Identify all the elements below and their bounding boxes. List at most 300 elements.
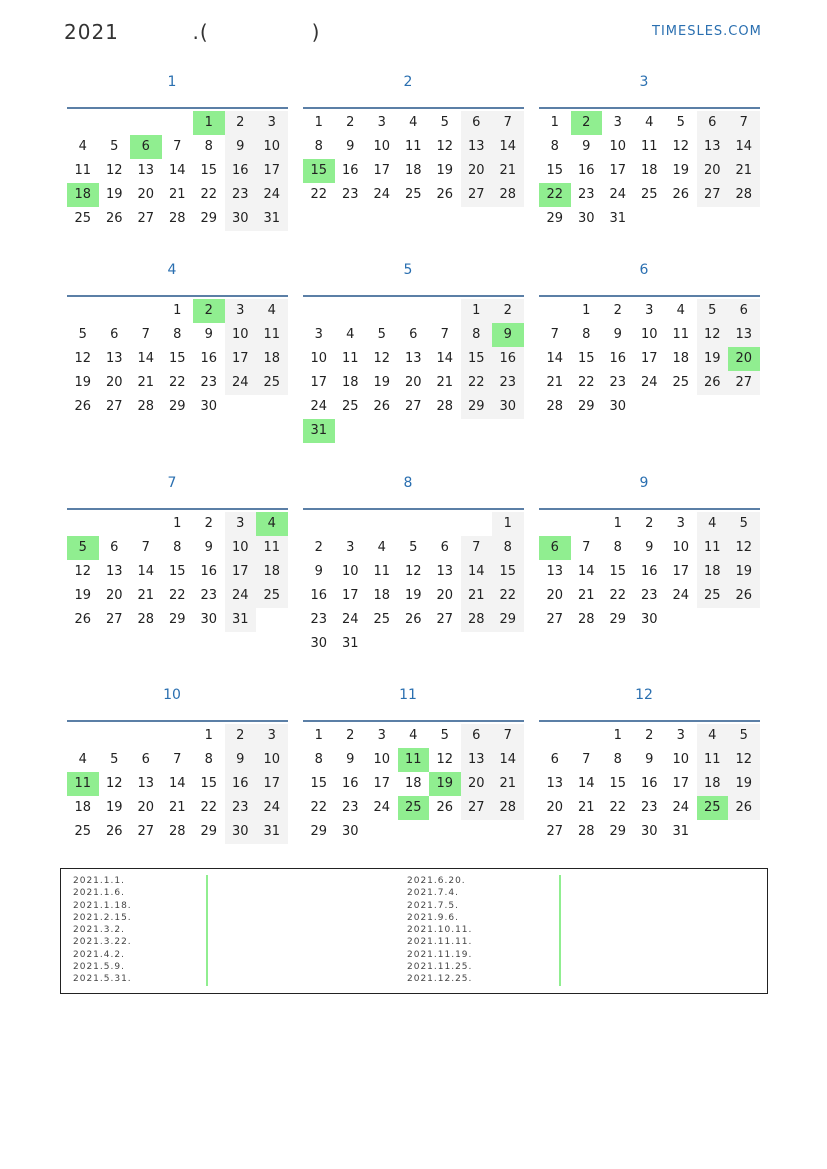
day-cell[interactable]: 29 xyxy=(609,824,627,839)
day-cell[interactable]: 12 xyxy=(404,564,422,579)
day-cell[interactable]: 10 xyxy=(672,540,690,555)
day-cell[interactable]: 12 xyxy=(436,752,454,767)
day-cell[interactable]: 23 xyxy=(640,800,658,815)
day-cell[interactable]: 29 xyxy=(492,608,524,632)
day-cell[interactable]: 22 xyxy=(200,800,218,815)
holiday-day-cell[interactable]: 11 xyxy=(398,748,430,772)
day-cell[interactable]: 3 xyxy=(377,728,386,743)
day-cell[interactable]: 29 xyxy=(609,612,627,627)
day-cell[interactable]: 11 xyxy=(256,536,288,560)
day-cell[interactable]: 24 xyxy=(256,183,288,207)
day-cell[interactable]: 16 xyxy=(225,159,257,183)
day-cell[interactable]: 30 xyxy=(200,399,218,414)
day-cell[interactable]: 13 xyxy=(546,564,564,579)
day-cell[interactable]: 20 xyxy=(436,588,454,603)
day-cell[interactable]: 11 xyxy=(341,351,359,366)
day-cell[interactable]: 17 xyxy=(672,564,690,579)
day-cell[interactable]: 20 xyxy=(137,187,155,202)
day-cell[interactable]: 27 xyxy=(461,183,493,207)
day-cell[interactable]: 24 xyxy=(672,588,690,603)
day-cell[interactable]: 16 xyxy=(577,163,595,178)
day-cell[interactable]: 29 xyxy=(546,211,564,226)
holiday-day-cell[interactable]: 20 xyxy=(728,347,760,371)
day-cell[interactable]: 23 xyxy=(609,375,627,390)
day-cell[interactable]: 23 xyxy=(341,800,359,815)
day-cell[interactable]: 14 xyxy=(461,560,493,584)
day-cell[interactable]: 25 xyxy=(672,375,690,390)
day-cell[interactable]: 1 xyxy=(314,728,323,743)
holiday-day-cell[interactable]: 25 xyxy=(697,796,729,820)
day-cell[interactable]: 24 xyxy=(225,371,257,395)
day-cell[interactable]: 12 xyxy=(728,748,760,772)
day-cell[interactable]: 24 xyxy=(373,187,391,202)
day-cell[interactable]: 28 xyxy=(492,796,524,820)
day-cell[interactable]: 10 xyxy=(310,351,328,366)
day-cell[interactable]: 30 xyxy=(640,612,658,627)
day-cell[interactable]: 8 xyxy=(204,752,213,767)
day-cell[interactable]: 7 xyxy=(492,724,524,748)
day-cell[interactable]: 26 xyxy=(404,612,422,627)
day-cell[interactable]: 14 xyxy=(577,564,595,579)
day-cell[interactable]: 17 xyxy=(341,588,359,603)
day-cell[interactable]: 11 xyxy=(404,139,422,154)
day-cell[interactable]: 16 xyxy=(640,564,658,579)
day-cell[interactable]: 23 xyxy=(640,588,658,603)
day-cell[interactable]: 27 xyxy=(697,183,729,207)
day-cell[interactable]: 20 xyxy=(461,159,493,183)
day-cell[interactable]: 19 xyxy=(436,163,454,178)
day-cell[interactable]: 1 xyxy=(461,299,493,323)
day-cell[interactable]: 29 xyxy=(168,612,186,627)
day-cell[interactable]: 6 xyxy=(728,299,760,323)
day-cell[interactable]: 29 xyxy=(168,399,186,414)
day-cell[interactable]: 23 xyxy=(225,796,257,820)
day-cell[interactable]: 24 xyxy=(341,612,359,627)
day-cell[interactable]: 28 xyxy=(168,211,186,226)
day-cell[interactable]: 30 xyxy=(341,824,359,839)
day-cell[interactable]: 24 xyxy=(373,800,391,815)
day-cell[interactable]: 17 xyxy=(310,375,328,390)
day-cell[interactable]: 1 xyxy=(613,728,622,743)
day-cell[interactable]: 21 xyxy=(436,375,454,390)
day-cell[interactable]: 14 xyxy=(492,748,524,772)
day-cell[interactable]: 5 xyxy=(377,327,386,342)
day-cell[interactable]: 10 xyxy=(256,748,288,772)
day-cell[interactable]: 23 xyxy=(492,371,524,395)
holiday-day-cell[interactable]: 22 xyxy=(539,183,571,207)
day-cell[interactable]: 27 xyxy=(546,612,564,627)
day-cell[interactable]: 24 xyxy=(310,399,328,414)
day-cell[interactable]: 8 xyxy=(204,139,213,154)
brand-logo-text[interactable]: TIMESLES.COM xyxy=(652,24,762,39)
day-cell[interactable]: 25 xyxy=(640,187,658,202)
day-cell[interactable]: 21 xyxy=(577,588,595,603)
day-cell[interactable]: 20 xyxy=(105,588,123,603)
day-cell[interactable]: 28 xyxy=(546,399,564,414)
day-cell[interactable]: 16 xyxy=(225,772,257,796)
day-cell[interactable]: 4 xyxy=(256,299,288,323)
holiday-day-cell[interactable]: 11 xyxy=(67,772,99,796)
day-cell[interactable]: 19 xyxy=(105,187,123,202)
day-cell[interactable]: 6 xyxy=(550,752,559,767)
day-cell[interactable]: 19 xyxy=(105,800,123,815)
day-cell[interactable]: 10 xyxy=(640,327,658,342)
day-cell[interactable]: 13 xyxy=(728,323,760,347)
day-cell[interactable]: 3 xyxy=(314,327,323,342)
day-cell[interactable]: 7 xyxy=(550,327,559,342)
day-cell[interactable]: 2 xyxy=(204,516,213,531)
day-cell[interactable]: 15 xyxy=(168,564,186,579)
day-cell[interactable]: 6 xyxy=(461,111,493,135)
day-cell[interactable]: 4 xyxy=(409,728,418,743)
day-cell[interactable]: 28 xyxy=(461,608,493,632)
day-cell[interactable]: 2 xyxy=(645,728,654,743)
day-cell[interactable]: 7 xyxy=(173,752,182,767)
day-cell[interactable]: 21 xyxy=(492,772,524,796)
day-cell[interactable]: 23 xyxy=(577,187,595,202)
day-cell[interactable]: 7 xyxy=(582,752,591,767)
day-cell[interactable]: 4 xyxy=(697,724,729,748)
day-cell[interactable]: 3 xyxy=(225,299,257,323)
day-cell[interactable]: 9 xyxy=(645,540,654,555)
day-cell[interactable]: 16 xyxy=(640,776,658,791)
day-cell[interactable]: 12 xyxy=(74,564,92,579)
day-cell[interactable]: 24 xyxy=(225,584,257,608)
day-cell[interactable]: 19 xyxy=(728,560,760,584)
day-cell[interactable]: 25 xyxy=(256,584,288,608)
day-cell[interactable]: 24 xyxy=(672,800,690,815)
day-cell[interactable]: 18 xyxy=(373,588,391,603)
day-cell[interactable]: 20 xyxy=(546,588,564,603)
day-cell[interactable]: 22 xyxy=(310,800,328,815)
day-cell[interactable]: 8 xyxy=(314,139,323,154)
day-cell[interactable]: 24 xyxy=(640,375,658,390)
day-cell[interactable]: 23 xyxy=(200,588,218,603)
day-cell[interactable]: 10 xyxy=(225,536,257,560)
day-cell[interactable]: 19 xyxy=(728,772,760,796)
day-cell[interactable]: 31 xyxy=(256,820,288,844)
day-cell[interactable]: 26 xyxy=(105,211,123,226)
day-cell[interactable]: 20 xyxy=(697,159,729,183)
day-cell[interactable]: 12 xyxy=(728,536,760,560)
day-cell[interactable]: 18 xyxy=(697,772,729,796)
day-cell[interactable]: 28 xyxy=(137,612,155,627)
day-cell[interactable]: 15 xyxy=(577,351,595,366)
day-cell[interactable]: 3 xyxy=(676,728,685,743)
day-cell[interactable]: 17 xyxy=(256,159,288,183)
day-cell[interactable]: 9 xyxy=(225,748,257,772)
day-cell[interactable]: 2 xyxy=(314,540,323,555)
day-cell[interactable]: 8 xyxy=(613,540,622,555)
day-cell[interactable]: 21 xyxy=(461,584,493,608)
day-cell[interactable]: 23 xyxy=(341,187,359,202)
day-cell[interactable]: 2 xyxy=(346,115,355,130)
day-cell[interactable]: 5 xyxy=(440,728,449,743)
holiday-day-cell[interactable]: 6 xyxy=(130,135,162,159)
day-cell[interactable]: 25 xyxy=(341,399,359,414)
day-cell[interactable]: 7 xyxy=(141,327,150,342)
day-cell[interactable]: 4 xyxy=(697,512,729,536)
day-cell[interactable]: 22 xyxy=(168,588,186,603)
day-cell[interactable]: 1 xyxy=(173,303,182,318)
day-cell[interactable]: 5 xyxy=(728,512,760,536)
day-cell[interactable]: 30 xyxy=(577,211,595,226)
day-cell[interactable]: 15 xyxy=(609,564,627,579)
day-cell[interactable]: 13 xyxy=(436,564,454,579)
day-cell[interactable]: 1 xyxy=(204,728,213,743)
day-cell[interactable]: 27 xyxy=(137,211,155,226)
day-cell[interactable]: 17 xyxy=(373,163,391,178)
day-cell[interactable]: 7 xyxy=(173,139,182,154)
day-cell[interactable]: 3 xyxy=(645,303,654,318)
day-cell[interactable]: 24 xyxy=(609,187,627,202)
day-cell[interactable]: 7 xyxy=(440,327,449,342)
day-cell[interactable]: 10 xyxy=(341,564,359,579)
day-cell[interactable]: 21 xyxy=(546,375,564,390)
day-cell[interactable]: 27 xyxy=(436,612,454,627)
day-cell[interactable]: 14 xyxy=(168,163,186,178)
day-cell[interactable]: 5 xyxy=(409,540,418,555)
day-cell[interactable]: 26 xyxy=(373,399,391,414)
day-cell[interactable]: 20 xyxy=(404,375,422,390)
day-cell[interactable]: 8 xyxy=(582,327,591,342)
day-cell[interactable]: 7 xyxy=(492,111,524,135)
day-cell[interactable]: 8 xyxy=(550,139,559,154)
day-cell[interactable]: 9 xyxy=(582,139,591,154)
holiday-day-cell[interactable]: 25 xyxy=(398,796,430,820)
day-cell[interactable]: 26 xyxy=(436,800,454,815)
day-cell[interactable]: 16 xyxy=(492,347,524,371)
day-cell[interactable]: 18 xyxy=(256,347,288,371)
day-cell[interactable]: 6 xyxy=(440,540,449,555)
day-cell[interactable]: 1 xyxy=(582,303,591,318)
day-cell[interactable]: 14 xyxy=(492,135,524,159)
day-cell[interactable]: 28 xyxy=(577,824,595,839)
day-cell[interactable]: 23 xyxy=(200,375,218,390)
day-cell[interactable]: 12 xyxy=(672,139,690,154)
day-cell[interactable]: 11 xyxy=(640,139,658,154)
day-cell[interactable]: 1 xyxy=(173,516,182,531)
day-cell[interactable]: 26 xyxy=(728,796,760,820)
holiday-day-cell[interactable]: 15 xyxy=(303,159,335,183)
day-cell[interactable]: 18 xyxy=(672,351,690,366)
day-cell[interactable]: 31 xyxy=(225,608,257,632)
day-cell[interactable]: 15 xyxy=(609,776,627,791)
day-cell[interactable]: 9 xyxy=(204,327,213,342)
day-cell[interactable]: 11 xyxy=(373,564,391,579)
day-cell[interactable]: 27 xyxy=(404,399,422,414)
day-cell[interactable]: 14 xyxy=(728,135,760,159)
day-cell[interactable]: 18 xyxy=(404,163,422,178)
day-cell[interactable]: 31 xyxy=(341,636,359,651)
holiday-day-cell[interactable]: 2 xyxy=(571,111,603,135)
day-cell[interactable]: 4 xyxy=(645,115,654,130)
day-cell[interactable]: 18 xyxy=(404,776,422,791)
day-cell[interactable]: 19 xyxy=(697,347,729,371)
day-cell[interactable]: 13 xyxy=(461,748,493,772)
day-cell[interactable]: 30 xyxy=(200,612,218,627)
day-cell[interactable]: 19 xyxy=(373,375,391,390)
day-cell[interactable]: 5 xyxy=(697,299,729,323)
day-cell[interactable]: 15 xyxy=(492,560,524,584)
day-cell[interactable]: 13 xyxy=(137,776,155,791)
day-cell[interactable]: 2 xyxy=(613,303,622,318)
day-cell[interactable]: 1 xyxy=(492,512,524,536)
day-cell[interactable]: 8 xyxy=(173,327,182,342)
day-cell[interactable]: 22 xyxy=(609,800,627,815)
day-cell[interactable]: 14 xyxy=(137,351,155,366)
day-cell[interactable]: 5 xyxy=(676,115,685,130)
day-cell[interactable]: 27 xyxy=(461,796,493,820)
day-cell[interactable]: 31 xyxy=(609,211,627,226)
day-cell[interactable]: 1 xyxy=(613,516,622,531)
day-cell[interactable]: 28 xyxy=(492,183,524,207)
day-cell[interactable]: 12 xyxy=(74,351,92,366)
day-cell[interactable]: 15 xyxy=(200,163,218,178)
day-cell[interactable]: 25 xyxy=(404,187,422,202)
day-cell[interactable]: 9 xyxy=(346,752,355,767)
day-cell[interactable]: 25 xyxy=(74,824,92,839)
day-cell[interactable]: 19 xyxy=(404,588,422,603)
day-cell[interactable]: 11 xyxy=(697,748,729,772)
day-cell[interactable]: 8 xyxy=(613,752,622,767)
day-cell[interactable]: 17 xyxy=(225,560,257,584)
day-cell[interactable]: 30 xyxy=(609,399,627,414)
day-cell[interactable]: 29 xyxy=(310,824,328,839)
day-cell[interactable]: 3 xyxy=(346,540,355,555)
day-cell[interactable]: 10 xyxy=(609,139,627,154)
day-cell[interactable]: 26 xyxy=(436,187,454,202)
day-cell[interactable]: 26 xyxy=(105,824,123,839)
day-cell[interactable]: 15 xyxy=(546,163,564,178)
day-cell[interactable]: 3 xyxy=(613,115,622,130)
day-cell[interactable]: 22 xyxy=(168,375,186,390)
day-cell[interactable]: 17 xyxy=(609,163,627,178)
day-cell[interactable]: 22 xyxy=(200,187,218,202)
holiday-day-cell[interactable]: 4 xyxy=(256,512,288,536)
day-cell[interactable]: 26 xyxy=(74,399,92,414)
day-cell[interactable]: 2 xyxy=(225,111,257,135)
holiday-day-cell[interactable]: 19 xyxy=(429,772,461,796)
holiday-day-cell[interactable]: 18 xyxy=(67,183,99,207)
day-cell[interactable]: 4 xyxy=(346,327,355,342)
day-cell[interactable]: 22 xyxy=(461,371,493,395)
holiday-day-cell[interactable]: 9 xyxy=(492,323,524,347)
day-cell[interactable]: 29 xyxy=(200,824,218,839)
day-cell[interactable]: 9 xyxy=(346,139,355,154)
day-cell[interactable]: 7 xyxy=(461,536,493,560)
day-cell[interactable]: 21 xyxy=(728,159,760,183)
day-cell[interactable]: 10 xyxy=(225,323,257,347)
day-cell[interactable]: 21 xyxy=(137,588,155,603)
day-cell[interactable]: 16 xyxy=(341,776,359,791)
day-cell[interactable]: 3 xyxy=(225,512,257,536)
holiday-day-cell[interactable]: 5 xyxy=(67,536,99,560)
day-cell[interactable]: 21 xyxy=(168,800,186,815)
day-cell[interactable]: 30 xyxy=(492,395,524,419)
day-cell[interactable]: 30 xyxy=(310,636,328,651)
day-cell[interactable]: 4 xyxy=(676,303,685,318)
day-cell[interactable]: 16 xyxy=(200,351,218,366)
day-cell[interactable]: 7 xyxy=(728,111,760,135)
day-cell[interactable]: 2 xyxy=(346,728,355,743)
day-cell[interactable]: 28 xyxy=(436,399,454,414)
day-cell[interactable]: 28 xyxy=(168,824,186,839)
day-cell[interactable]: 2 xyxy=(225,724,257,748)
day-cell[interactable]: 29 xyxy=(577,399,595,414)
day-cell[interactable]: 25 xyxy=(256,371,288,395)
day-cell[interactable]: 10 xyxy=(373,752,391,767)
day-cell[interactable]: 19 xyxy=(74,375,92,390)
day-cell[interactable]: 17 xyxy=(640,351,658,366)
day-cell[interactable]: 5 xyxy=(440,115,449,130)
day-cell[interactable]: 8 xyxy=(492,536,524,560)
day-cell[interactable]: 1 xyxy=(550,115,559,130)
day-cell[interactable]: 31 xyxy=(256,207,288,231)
day-cell[interactable]: 3 xyxy=(377,115,386,130)
day-cell[interactable]: 8 xyxy=(314,752,323,767)
day-cell[interactable]: 21 xyxy=(577,800,595,815)
day-cell[interactable]: 11 xyxy=(256,323,288,347)
day-cell[interactable]: 13 xyxy=(105,564,123,579)
day-cell[interactable]: 4 xyxy=(78,752,87,767)
day-cell[interactable]: 25 xyxy=(373,612,391,627)
day-cell[interactable]: 22 xyxy=(310,187,328,202)
holiday-day-cell[interactable]: 1 xyxy=(193,111,225,135)
day-cell[interactable]: 6 xyxy=(461,724,493,748)
day-cell[interactable]: 3 xyxy=(676,516,685,531)
day-cell[interactable]: 3 xyxy=(256,724,288,748)
day-cell[interactable]: 6 xyxy=(141,752,150,767)
holiday-day-cell[interactable]: 31 xyxy=(303,419,335,443)
day-cell[interactable]: 13 xyxy=(546,776,564,791)
day-cell[interactable]: 26 xyxy=(672,187,690,202)
day-cell[interactable]: 10 xyxy=(672,752,690,767)
day-cell[interactable]: 27 xyxy=(728,371,760,395)
day-cell[interactable]: 22 xyxy=(577,375,595,390)
day-cell[interactable]: 10 xyxy=(373,139,391,154)
day-cell[interactable]: 28 xyxy=(728,183,760,207)
day-cell[interactable]: 27 xyxy=(546,824,564,839)
day-cell[interactable]: 16 xyxy=(200,564,218,579)
day-cell[interactable]: 6 xyxy=(110,540,119,555)
day-cell[interactable]: 17 xyxy=(225,347,257,371)
day-cell[interactable]: 21 xyxy=(492,159,524,183)
day-cell[interactable]: 5 xyxy=(110,139,119,154)
day-cell[interactable]: 11 xyxy=(672,327,690,342)
day-cell[interactable]: 27 xyxy=(137,824,155,839)
day-cell[interactable]: 15 xyxy=(200,776,218,791)
day-cell[interactable]: 29 xyxy=(461,395,493,419)
day-cell[interactable]: 13 xyxy=(137,163,155,178)
day-cell[interactable]: 21 xyxy=(137,375,155,390)
day-cell[interactable]: 24 xyxy=(256,796,288,820)
day-cell[interactable]: 4 xyxy=(78,139,87,154)
day-cell[interactable]: 14 xyxy=(577,776,595,791)
day-cell[interactable]: 7 xyxy=(582,540,591,555)
day-cell[interactable]: 3 xyxy=(256,111,288,135)
day-cell[interactable]: 15 xyxy=(461,347,493,371)
day-cell[interactable]: 30 xyxy=(640,824,658,839)
day-cell[interactable]: 18 xyxy=(640,163,658,178)
day-cell[interactable]: 29 xyxy=(200,211,218,226)
day-cell[interactable]: 13 xyxy=(105,351,123,366)
day-cell[interactable]: 11 xyxy=(74,163,92,178)
day-cell[interactable]: 22 xyxy=(609,588,627,603)
day-cell[interactable]: 9 xyxy=(613,327,622,342)
day-cell[interactable]: 5 xyxy=(78,327,87,342)
day-cell[interactable]: 18 xyxy=(697,560,729,584)
